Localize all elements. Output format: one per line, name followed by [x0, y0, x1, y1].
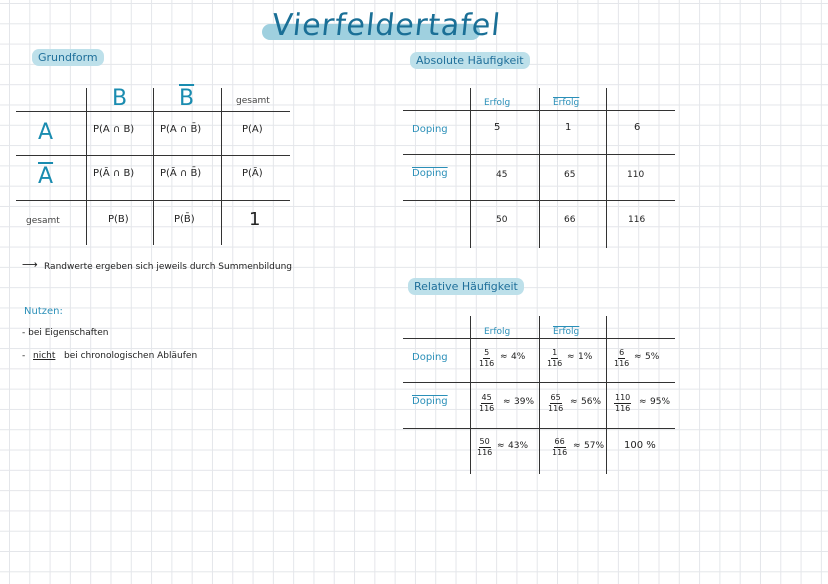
- abs-col-erfolg: Erfolg: [484, 98, 511, 108]
- abs-col-erfolg-bar: Erfolg: [553, 98, 580, 108]
- abs-cell-r2c2: 65: [564, 170, 576, 180]
- col-header-b: B: [112, 86, 128, 111]
- nutzen-item-2-nicht: nicht: [33, 351, 56, 361]
- nutzen-item-1: - bei Eigenschaften: [22, 328, 109, 338]
- rel-row-doping: Doping: [412, 352, 448, 363]
- rel-approx-r3c2: ≈: [573, 441, 581, 451]
- absolute-tag: Absolute Häufigkeit: [410, 52, 530, 69]
- nutzen-heading: Nutzen:: [24, 306, 63, 317]
- rel-row-doping-bar: Doping: [412, 396, 448, 407]
- cell-a-bbar: P(A ∩ B̄): [160, 124, 202, 135]
- randwerte-note: Randwerte ergeben sich jeweils durch Summenbildung: [44, 262, 293, 272]
- cell-abar-b: P(Ā ∩ B): [93, 168, 135, 179]
- rel-approx-r2c3: ≈: [639, 397, 647, 407]
- rel-pct-r2c3: 95%: [650, 397, 671, 407]
- rel-pct-r2c1: 39%: [514, 397, 535, 407]
- cell-abar-total: P(Ā): [242, 168, 263, 179]
- abs-cell-r3c1: 50: [496, 215, 508, 225]
- rel-col-erfolg-bar: Erfolg: [553, 327, 580, 337]
- rel-approx-r2c2: ≈: [570, 397, 578, 407]
- abs-cell-r2c1: 45: [496, 170, 508, 180]
- abs-cell-r1c3: 6: [634, 122, 641, 133]
- rel-pct-r1c3: 5%: [645, 352, 660, 362]
- rel-frac-r3c2: $\frac{66}{116}$: [552, 437, 568, 457]
- abs-cell-r2c3: 110: [627, 170, 645, 180]
- row-header-a-bar: $\overline{A}$: [38, 164, 54, 189]
- rel-approx-r1c3: ≈: [634, 352, 642, 362]
- cell-a-b: P(A ∩ B): [93, 124, 135, 135]
- rel-pct-r2c2: 56%: [581, 397, 602, 407]
- rel-frac-r2c3: $\frac{110}{116}$: [615, 393, 631, 413]
- relative-tag: Relative Häufigkeit: [408, 278, 524, 295]
- rel-pct-r3c2: 57%: [584, 441, 605, 451]
- col-header-b-bar: $\overline{B}$: [179, 86, 195, 111]
- abs-row-doping: Doping: [412, 124, 448, 135]
- rel-approx-r1c1: ≈: [500, 352, 508, 362]
- rel-col-erfolg: Erfolg: [484, 327, 511, 337]
- nutzen-item-2-rest: bei chronologischen Abläufen: [64, 351, 198, 361]
- nutzen-item-2-dash: -: [22, 351, 26, 361]
- rel-frac-r1c1: $\frac{5}{116}$: [479, 348, 495, 368]
- page-title: Vierfeldertafel: [270, 8, 503, 43]
- col-header-gesamt: gesamt: [236, 96, 270, 106]
- row-header-a: A: [38, 120, 54, 145]
- cell-total-bbar: P(B̄): [174, 214, 195, 225]
- arrow-icon: ⟶: [22, 258, 38, 271]
- abs-cell-r3c2: 66: [564, 215, 576, 225]
- rel-pct-r1c1: 4%: [511, 352, 526, 362]
- rel-pct-r1c2: 1%: [578, 352, 593, 362]
- rel-pct-r3c1: 43%: [508, 441, 529, 451]
- rel-frac-r1c2: $\frac{1}{116}$: [547, 348, 563, 368]
- cell-total-b: P(B): [108, 214, 129, 225]
- cell-abar-bbar: P(Ā ∩ B̄): [160, 168, 202, 179]
- abs-cell-r3c3: 116: [628, 215, 646, 225]
- abs-cell-r1c1: 5: [494, 122, 501, 133]
- rel-frac-r3c1: $\frac{50}{116}$: [477, 437, 493, 457]
- rel-approx-r2c1: ≈: [503, 397, 511, 407]
- cell-total-total: 1: [249, 209, 261, 230]
- rel-pct-r3c3: 100 %: [624, 440, 656, 451]
- abs-cell-r1c2: 1: [565, 122, 572, 133]
- abs-row-doping-bar: Doping: [412, 168, 448, 179]
- row-header-gesamt: gesamt: [26, 216, 60, 226]
- rel-frac-r1c3: $\frac{6}{116}$: [614, 348, 630, 368]
- rel-frac-r2c2: $\frac{65}{116}$: [548, 393, 564, 413]
- grundform-tag: Grundform: [32, 49, 104, 66]
- rel-frac-r2c1: $\frac{45}{116}$: [479, 393, 495, 413]
- rel-approx-r3c1: ≈: [497, 441, 505, 451]
- cell-a-total: P(A): [242, 124, 263, 135]
- rel-approx-r1c2: ≈: [567, 352, 575, 362]
